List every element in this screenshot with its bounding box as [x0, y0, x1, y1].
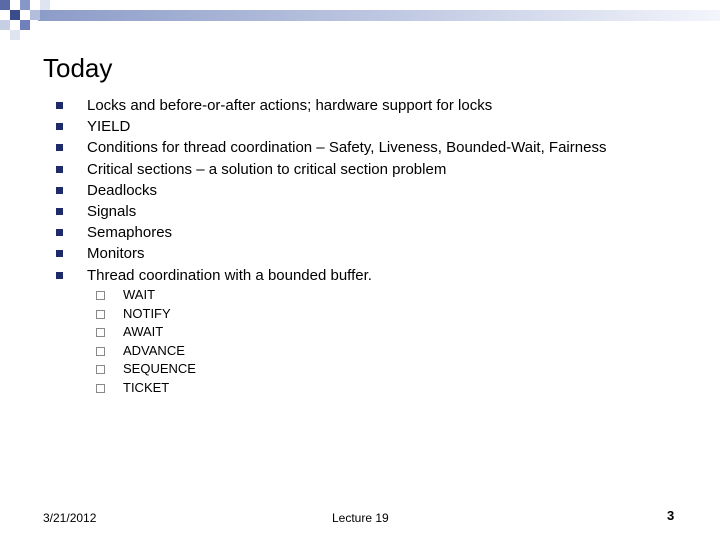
- bullet-list: [56, 95, 606, 286]
- square-bullet-icon: [56, 272, 63, 279]
- square-bullet-icon: [56, 123, 63, 130]
- checkbox-bullet-icon: [96, 347, 105, 356]
- checkbox-bullet-icon: [96, 328, 105, 337]
- sub-list-item: WAIT: [94, 286, 196, 305]
- square-bullet-icon: [56, 187, 63, 194]
- list-item: Semaphores: [56, 222, 606, 243]
- checkbox-bullet-icon: [96, 291, 105, 300]
- sub-list-item: ADVANCE: [94, 342, 196, 361]
- sub-list-item: TICKET: [94, 379, 196, 398]
- page-number: 3: [667, 508, 675, 523]
- square-bullet-icon: [56, 166, 63, 173]
- sub-list-item: AWAIT: [94, 323, 196, 342]
- square-bullet-icon: [56, 250, 63, 257]
- square-bullet-icon: [56, 208, 63, 215]
- sub-bullet-list: [94, 286, 196, 398]
- list-item: Monitors: [56, 243, 606, 264]
- list-item: YIELD: [56, 116, 606, 137]
- footer-date: 3/21/2012: [43, 511, 97, 525]
- list-item: Deadlocks: [56, 180, 606, 201]
- header-decoration: [0, 0, 720, 45]
- slide-title: Today: [43, 53, 113, 83]
- checkbox-bullet-icon: [96, 365, 105, 374]
- checkbox-bullet-icon: [96, 384, 105, 393]
- footer-lecture: Lecture 19: [332, 511, 389, 525]
- list-item: Thread coordination with a bounded buffer.: [56, 265, 606, 286]
- list-item: Conditions for thread coordination – Safety, Liveness, Bounded-Wait, Fairness: [56, 137, 606, 158]
- square-bullet-icon: [56, 229, 63, 236]
- sub-list-item: NOTIFY: [94, 305, 196, 324]
- square-bullet-icon: [56, 102, 63, 109]
- list-item: Locks and before-or-after actions; hardware support for locks: [56, 95, 606, 116]
- list-item: Critical sections – a solution to critical section problem: [56, 159, 606, 180]
- sub-list-item: SEQUENCE: [94, 360, 196, 379]
- square-bullet-icon: [56, 144, 63, 151]
- checkbox-bullet-icon: [96, 310, 105, 319]
- list-item: Signals: [56, 201, 606, 222]
